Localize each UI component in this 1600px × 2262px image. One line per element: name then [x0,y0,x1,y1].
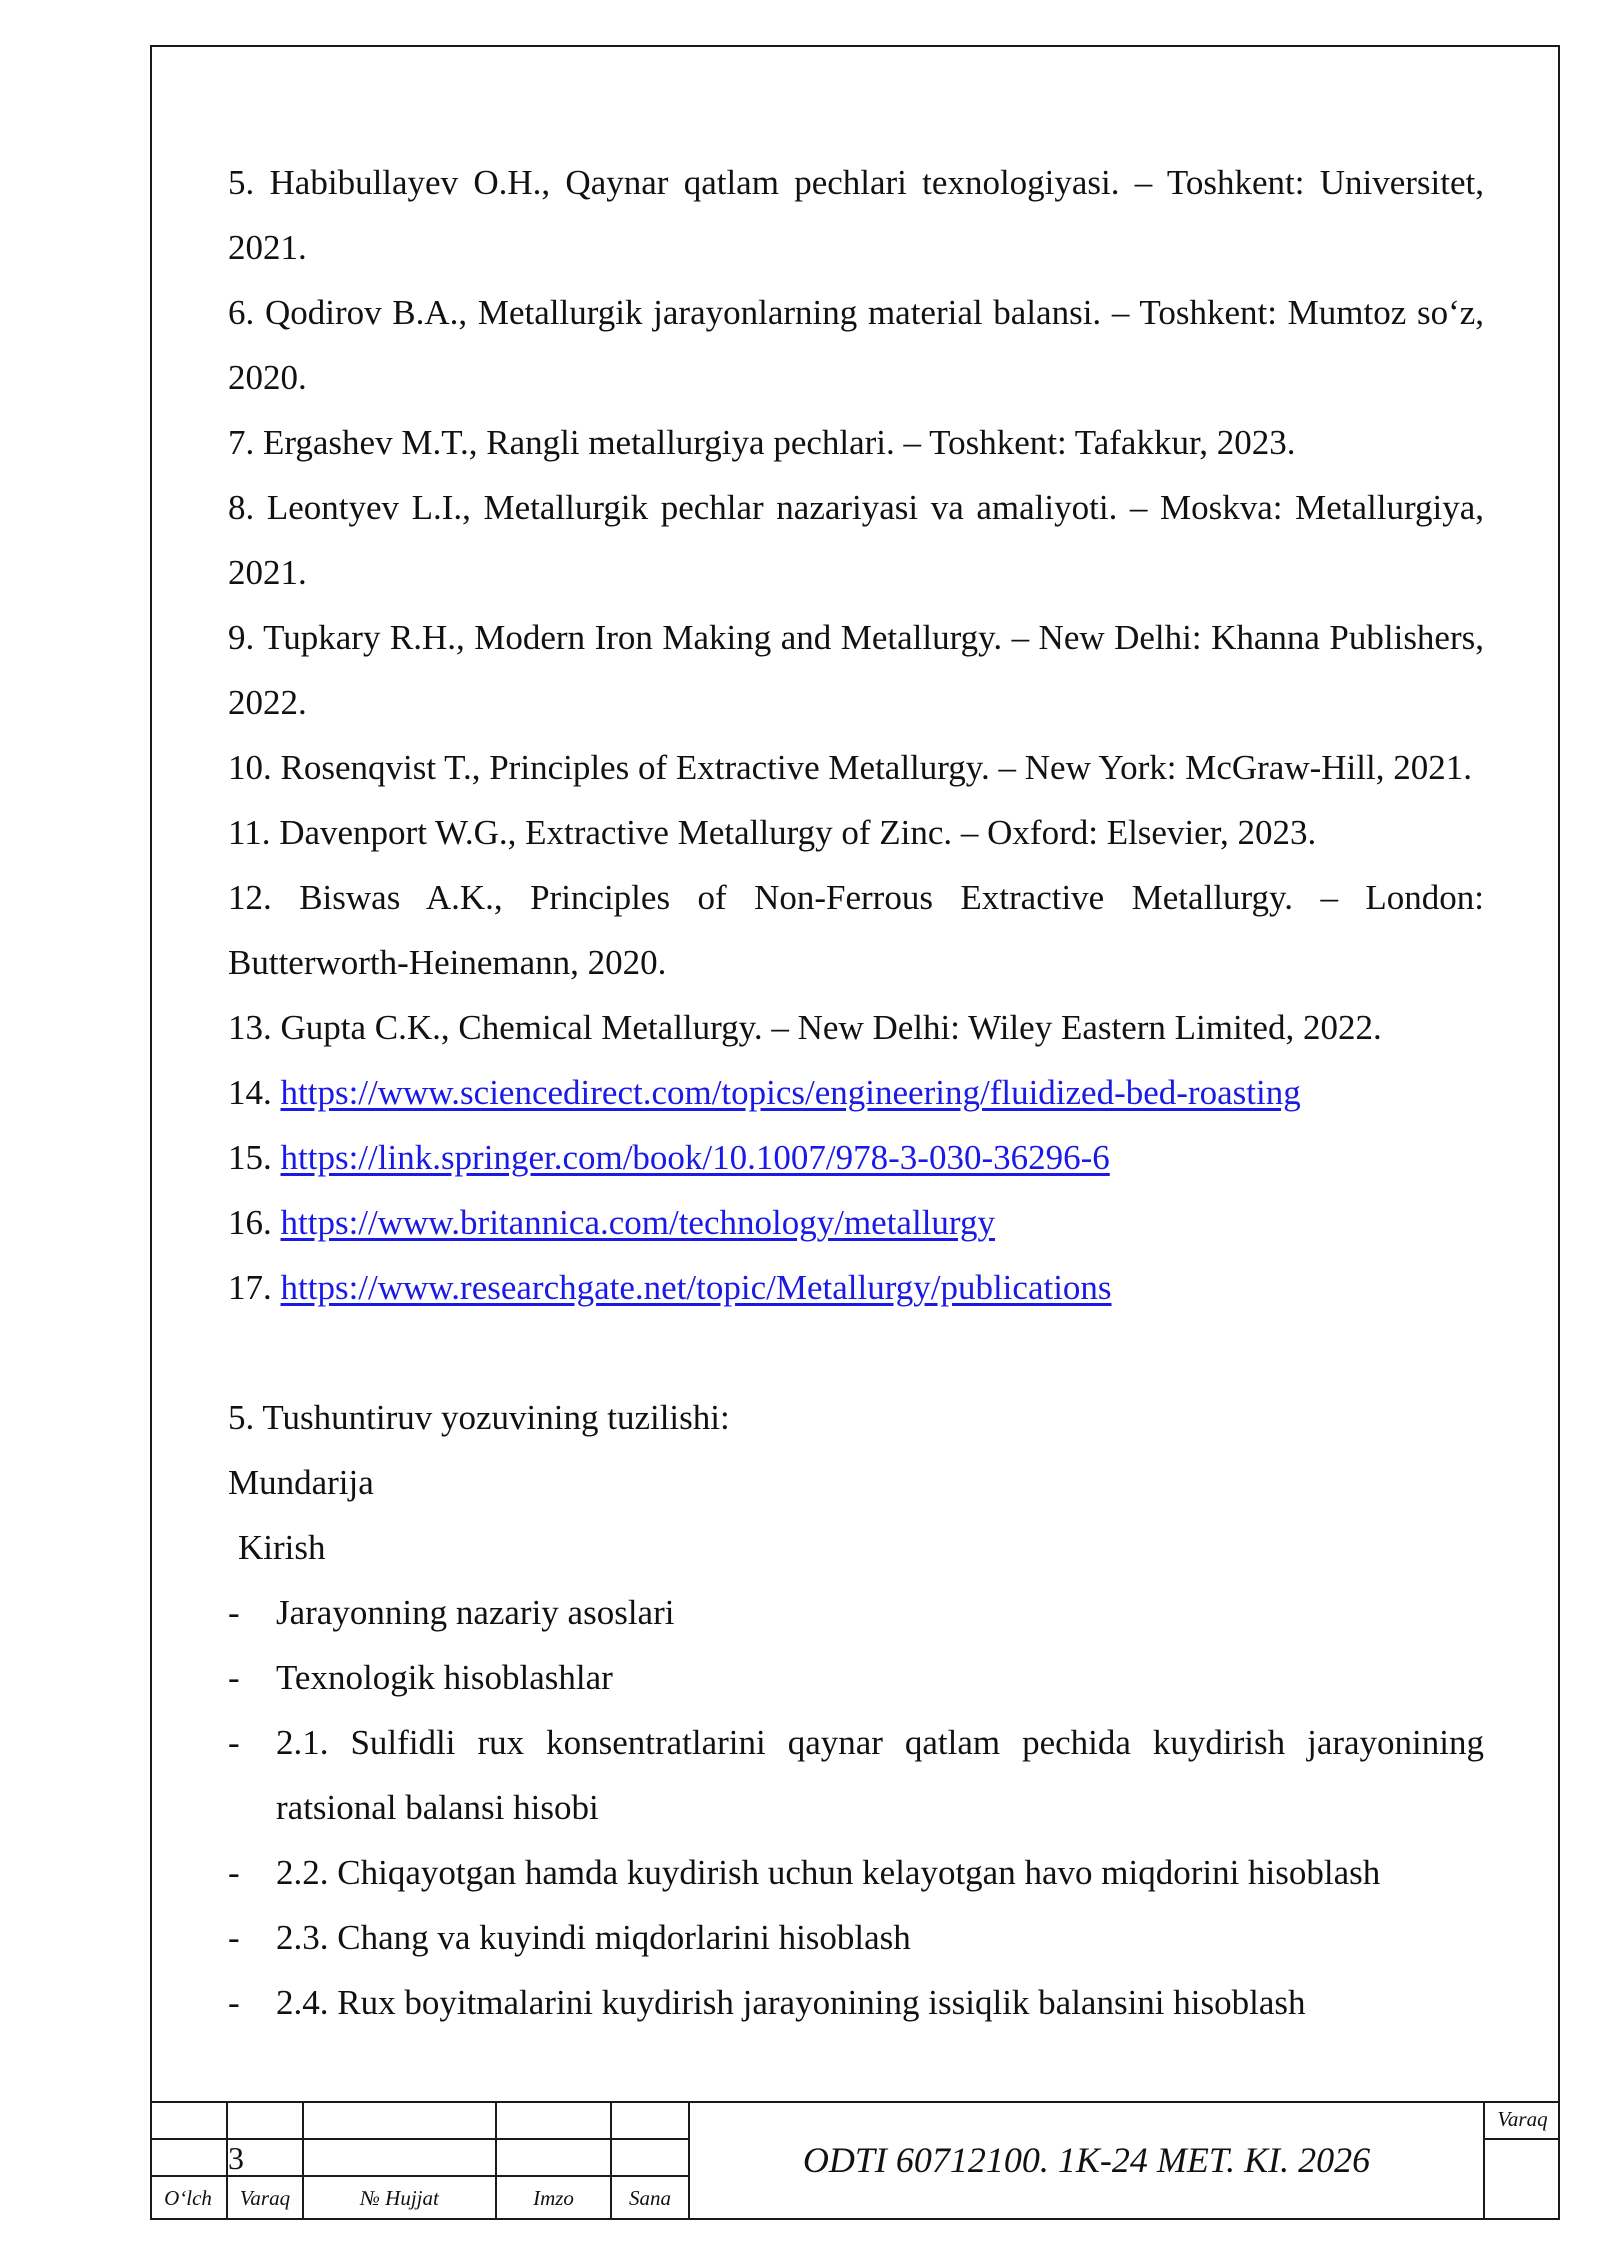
document-body [228,150,1484,2035]
document-code: ODTI 60712100. 1K-24 MET. KI. 2026 [802,2140,1371,2180]
col-label: № Hujjat [360,2186,439,2210]
toc-title: Mundarija [228,1463,374,1502]
toc-item: - 2.1. Sulfidli rux konsentratlarini qaynar qatlam pechida kuydirish jarayonining ratsional balansi hisobi [228,1723,1484,1827]
toc-item: - Jarayonning nazariy asoslari [228,1593,675,1632]
reference-link-item: 17. https://www.researchgate.net/topic/Metallurgy/publications [228,1268,1112,1307]
reference-link-item: 15. https://link.springer.com/book/10.1007/978-3-030-36296-6 [228,1138,1110,1177]
structure-section [228,1385,1484,2035]
toc-intro: Kirish [238,1528,326,1567]
toc-item: - 2.3. Chang va kuyindi miqdorlarini hisoblash [228,1918,911,1957]
reference-link-item: 16. https://www.britannica.com/technology/metallurgy [228,1203,995,1242]
reference-link-item: 14. https://www.sciencedirect.com/topics/engineering/fluidized-bed-roasting [228,1073,1301,1112]
col-label: O‘lch [164,2186,212,2210]
reference-item: 6. Qodirov B.A., Metallurgik jarayonlarning material balansi. – Toshkent: Mumtoz so‘z, 2020. [228,293,1485,397]
reference-link[interactable]: https://www.sciencedirect.com/topics/engineering/fluidized-bed-roasting [280,1073,1301,1112]
reference-item: 5. Habibullayev O.H., Qaynar qatlam pechlari texnologiyasi. – Toshkent: Universitet, 2021. [228,163,1484,267]
reference-item: 12. Biswas A.K., Principles of Non-Ferrous Extractive Metallurgy. – London: Butterworth-Heinemann, 2020. [228,878,1484,982]
sheet-label: Varaq [1497,2107,1548,2131]
toc-item: - 2.2. Chiqayotgan hamda kuydirish uchun kelayotgan havo miqdorini hisoblash [228,1853,1381,1892]
reference-item: 10. Rosenqvist T., Principles of Extractive Metallurgy. – New York: McGraw-Hill, 2021. [228,748,1472,787]
sheet-number: 3 [228,2140,244,2176]
reference-item: 13. Gupta C.K., Chemical Metallurgy. – New Delhi: Wiley Eastern Limited, 2022. [228,1008,1382,1047]
reference-list [228,150,1484,1320]
col-label: Sana [629,2186,671,2210]
toc-item: - Texnologik hisoblashlar [228,1658,613,1697]
reference-item: 7. Ergashev M.T., Rangli metallurgiya pechlari. – Toshkent: Tafakkur, 2023. [228,423,1296,462]
toc-item: - 2.4. Rux boyitmalarini kuydirish jarayonining issiqlik balansini hisoblash [228,1983,1306,2022]
section-heading: 5. Tushuntiruv yozuvining tuzilishi: [228,1398,730,1437]
title-block [150,2101,1560,2220]
col-label: Varaq [239,2186,291,2210]
reference-item: 8. Leontyev L.I., Metallurgik pechlar nazariyasi va amaliyoti. – Moskva: Metallurgiya, 2021. [228,488,1484,592]
reference-link[interactable]: https://www.researchgate.net/topic/Metallurgy/publications [280,1268,1112,1307]
col-label: Imzo [533,2186,574,2210]
reference-item: 9. Tupkary R.H., Modern Iron Making and Metallurgy. – New Delhi: Khanna Publishers, 2022. [228,618,1484,722]
reference-item: 11. Davenport W.G., Extractive Metallurgy of Zinc. – Oxford: Elsevier, 2023. [228,813,1317,852]
reference-link[interactable]: https://www.britannica.com/technology/metallurgy [280,1203,995,1242]
reference-link[interactable]: https://link.springer.com/book/10.1007/978-3-030-36296-6 [280,1138,1110,1177]
